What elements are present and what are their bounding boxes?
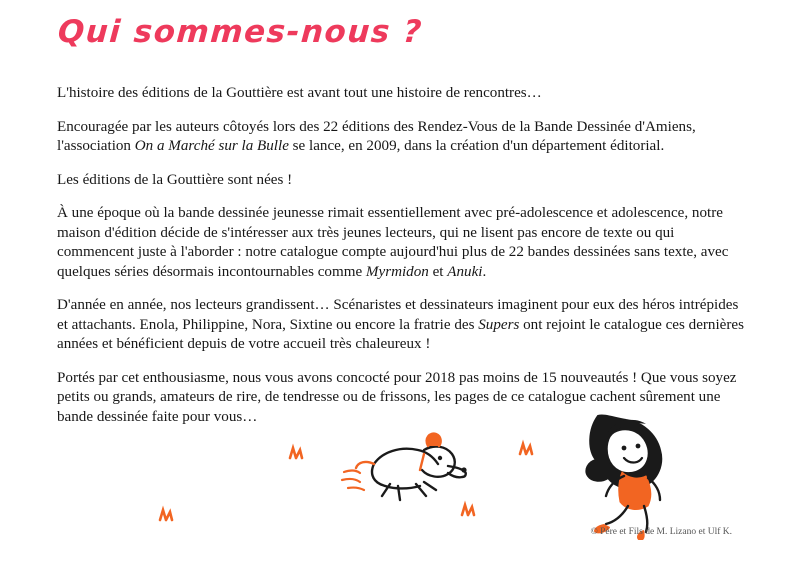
paragraph-2: Encouragée par les auteurs côtoyés lors des 22 éditions des Rendez-Vous de la Bande Dessinée d'Amiens, l'association On a Marché sur la Bulle se lance, en 2009, dans la création d'un département éditorial. <box>57 118 696 154</box>
paragraph-1: L'histoire des éditions de la Gouttière est avant tout une histoire de rencontres… <box>57 85 542 101</box>
illustration-credit: © Père et Fils de M. Lizano et Ulf K. <box>590 527 732 537</box>
dog-figure <box>342 434 467 500</box>
running-girl-and-dog-illustration <box>0 380 800 540</box>
paragraph-6: Portés par cet enthousiasme, nous vous avons concocté pour 2018 pas moins de 15 nouveautés ! Que vous soyez petits ou grands, amateurs de rire, de tendresse ou de frissons, les pages de ce catalogue cachent sûrement une bande dessinée faite pour vous… <box>57 369 737 425</box>
page-title: Qui sommes-nous ? <box>56 14 424 50</box>
grass-tuft-icon <box>160 444 532 520</box>
paragraph-3: Les éditions de la Gouttière sont nées ! <box>57 171 293 188</box>
girl-figure <box>586 415 661 540</box>
body-text <box>57 84 745 427</box>
paragraph-5: D'année en année, nos lecteurs grandissent… Scénaristes et dessinateurs imaginent pour eux des héros intrépides et attachants. Enola, Philippine, Nora, Sixtine ou encore la fratrie des Supers ont rejoint le catalogue ces dernières années et bénéficient depuis de votre accueil très chaleureux ! <box>57 297 744 352</box>
paragraph-4: À une époque où la bande dessinée jeunesse rimait essentiellement avec pré-adolescence et adolescence, notre maison d'édition décide de s'intéresser aux très jeunes lecteurs, qui ne lisent pas encore de texte ou qui commencent juste à l'aborder : notre catalogue compte aujourd'hui plus de 22 bandes dessinées sans texte, avec quelques séries désormais incontournables comme Myrmidon et Anuki. <box>57 205 729 280</box>
